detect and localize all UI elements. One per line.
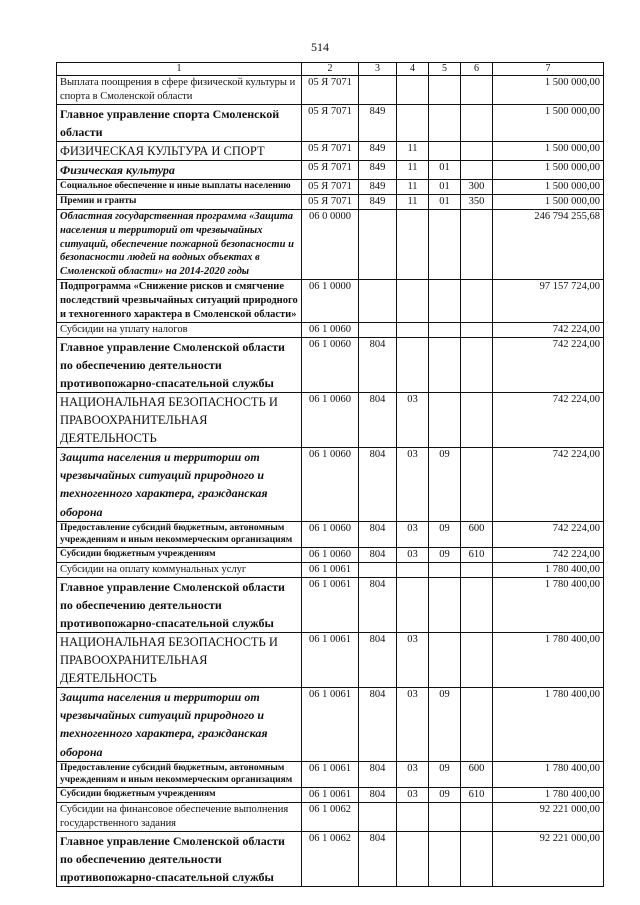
subsection-code-cell: 09	[429, 447, 461, 521]
target-article-cell: 06 1 0061	[302, 788, 359, 803]
target-article-cell: 06 1 0061	[302, 761, 359, 787]
target-article-cell: 06 1 0061	[302, 577, 359, 632]
section-code-cell: 11	[397, 180, 429, 195]
section-code-cell	[397, 280, 429, 323]
department-code-cell: 804	[359, 761, 397, 787]
row-name-cell: Субсидии на уплату налогов	[57, 322, 302, 337]
column-header: 1	[57, 63, 302, 76]
amount-cell: 1 780 400,00	[493, 788, 604, 803]
target-article-cell: 06 1 0060	[302, 447, 359, 521]
department-code-cell: 804	[359, 521, 397, 547]
subsection-code-cell	[429, 104, 461, 141]
subsection-code-cell	[429, 337, 461, 392]
subsection-code-cell: 09	[429, 688, 461, 762]
section-code-cell: 11	[397, 141, 429, 160]
amount-cell: 1 780 400,00	[493, 632, 604, 687]
expense-type-cell: 350	[461, 194, 493, 209]
expense-type-cell	[461, 209, 493, 279]
section-code-cell	[397, 209, 429, 279]
expense-type-cell: 600	[461, 521, 493, 547]
row-name-cell: Предоставление субсидий бюджетным, автономным учреждениям и иным некоммерческим организациям	[57, 521, 302, 547]
subsection-code-cell	[429, 562, 461, 577]
department-code-cell: 804	[359, 788, 397, 803]
subsection-code-cell	[429, 322, 461, 337]
section-code-cell	[397, 802, 429, 831]
subsection-code-cell	[429, 76, 461, 105]
department-code-cell: 804	[359, 547, 397, 562]
table-row	[57, 160, 604, 179]
table-row	[57, 180, 604, 195]
amount-cell: 1 780 400,00	[493, 562, 604, 577]
expense-type-cell	[461, 280, 493, 323]
table-row	[57, 688, 604, 762]
section-code-cell: 03	[397, 447, 429, 521]
row-name-cell: ФИЗИЧЕСКАЯ КУЛЬТУРА И СПОРТ	[57, 141, 302, 160]
table-row	[57, 76, 604, 105]
target-article-cell: 06 1 0060	[302, 322, 359, 337]
department-code-cell	[359, 209, 397, 279]
target-article-cell: 05 Я 7071	[302, 76, 359, 105]
target-article-cell: 06 1 0061	[302, 562, 359, 577]
target-article-cell: 05 Я 7071	[302, 160, 359, 179]
amount-cell: 742 224,00	[493, 547, 604, 562]
section-code-cell	[397, 76, 429, 105]
subsection-code-cell	[429, 141, 461, 160]
section-code-cell	[397, 337, 429, 392]
department-code-cell	[359, 562, 397, 577]
department-code-cell	[359, 802, 397, 831]
row-name-cell: Субсидии бюджетным учреждениям	[57, 547, 302, 562]
target-article-cell: 06 1 0061	[302, 632, 359, 687]
department-code-cell: 849	[359, 180, 397, 195]
amount-cell: 742 224,00	[493, 447, 604, 521]
row-name-cell: Областная государственная программа «Защита населения и территорий от чрезвычайных ситуаций, обеспечение пожарной безопасности и безопасности людей на водных объектах в Смоленской области» на 2014-2020 годы	[57, 209, 302, 279]
table-row	[57, 577, 604, 632]
department-code-cell: 849	[359, 141, 397, 160]
table-row	[57, 802, 604, 831]
column-header: 7	[493, 63, 604, 76]
amount-cell: 246 794 255,68	[493, 209, 604, 279]
expense-type-cell	[461, 577, 493, 632]
department-code-cell	[359, 76, 397, 105]
expense-type-cell	[461, 632, 493, 687]
expense-type-cell	[461, 802, 493, 831]
row-name-cell: Защита населения и территории от чрезвычайных ситуаций природного и техногенного характера, гражданская оборона	[57, 447, 302, 521]
expense-type-cell	[461, 141, 493, 160]
amount-cell: 92 221 000,00	[493, 802, 604, 831]
table-row	[57, 788, 604, 803]
subsection-code-cell: 01	[429, 160, 461, 179]
subsection-code-cell: 09	[429, 788, 461, 803]
row-name-cell: Субсидии на финансовое обеспечение выполнения государственного задания	[57, 802, 302, 831]
page-number: 514	[311, 40, 329, 54]
target-article-cell: 06 1 0062	[302, 802, 359, 831]
row-name-cell: Защита населения и территории от чрезвычайных ситуаций природного и техногенного характера, гражданская оборона	[57, 688, 302, 762]
department-code-cell: 804	[359, 392, 397, 447]
subsection-code-cell	[429, 392, 461, 447]
row-name-cell: Главное управление спорта Смоленской области	[57, 104, 302, 141]
department-code-cell: 804	[359, 337, 397, 392]
section-code-cell	[397, 831, 429, 886]
department-code-cell: 849	[359, 194, 397, 209]
expense-type-cell	[461, 688, 493, 762]
subsection-code-cell: 01	[429, 194, 461, 209]
subsection-code-cell	[429, 280, 461, 323]
subsection-code-cell	[429, 802, 461, 831]
target-article-cell: 05 Я 7071	[302, 194, 359, 209]
target-article-cell: 06 0 0000	[302, 209, 359, 279]
section-code-cell: 03	[397, 688, 429, 762]
table-row	[57, 280, 604, 323]
amount-cell: 742 224,00	[493, 337, 604, 392]
target-article-cell: 06 1 0062	[302, 831, 359, 886]
amount-cell: 742 224,00	[493, 521, 604, 547]
table-body	[57, 76, 604, 887]
amount-cell: 1 500 000,00	[493, 180, 604, 195]
department-code-cell	[359, 322, 397, 337]
column-header: 4	[397, 63, 429, 76]
amount-cell: 1 500 000,00	[493, 194, 604, 209]
amount-cell: 1 500 000,00	[493, 160, 604, 179]
section-code-cell: 11	[397, 160, 429, 179]
table-row	[57, 337, 604, 392]
target-article-cell: 06 1 0060	[302, 521, 359, 547]
subsection-code-cell: 09	[429, 521, 461, 547]
table-row	[57, 194, 604, 209]
target-article-cell: 05 Я 7071	[302, 141, 359, 160]
subsection-code-cell	[429, 209, 461, 279]
department-code-cell: 849	[359, 160, 397, 179]
table-row	[57, 447, 604, 521]
table-row	[57, 761, 604, 787]
target-article-cell: 06 1 0060	[302, 337, 359, 392]
department-code-cell: 804	[359, 577, 397, 632]
department-code-cell: 804	[359, 831, 397, 886]
section-code-cell: 03	[397, 392, 429, 447]
amount-cell: 1 780 400,00	[493, 577, 604, 632]
expense-type-cell	[461, 104, 493, 141]
section-code-cell	[397, 577, 429, 632]
amount-cell: 1 780 400,00	[493, 761, 604, 787]
section-code-cell: 03	[397, 547, 429, 562]
table-row	[57, 831, 604, 886]
amount-cell: 1 780 400,00	[493, 688, 604, 762]
row-name-cell: Социальное обеспечение и иные выплаты населению	[57, 180, 302, 195]
table-row	[57, 209, 604, 279]
subsection-code-cell	[429, 831, 461, 886]
row-name-cell: Подпрограмма «Снижение рисков и смягчение последствий чрезвычайных ситуаций природного и техногенного характера в Смоленской области»	[57, 280, 302, 323]
target-article-cell: 05 Я 7071	[302, 104, 359, 141]
expense-type-cell	[461, 322, 493, 337]
section-code-cell: 11	[397, 194, 429, 209]
department-code-cell: 804	[359, 447, 397, 521]
table-row	[57, 547, 604, 562]
subsection-code-cell	[429, 577, 461, 632]
table-row	[57, 632, 604, 687]
amount-cell: 92 221 000,00	[493, 831, 604, 886]
department-code-cell	[359, 280, 397, 323]
amount-cell: 1 500 000,00	[493, 104, 604, 141]
expense-type-cell	[461, 337, 493, 392]
table-row	[57, 322, 604, 337]
row-name-cell: Субсидии бюджетным учреждениям	[57, 788, 302, 803]
expense-type-cell	[461, 392, 493, 447]
section-code-cell: 03	[397, 521, 429, 547]
row-name-cell: НАЦИОНАЛЬНАЯ БЕЗОПАСНОСТЬ И ПРАВООХРАНИТЕЛЬНАЯ ДЕЯТЕЛЬНОСТЬ	[57, 392, 302, 447]
section-code-cell: 03	[397, 761, 429, 787]
row-name-cell: НАЦИОНАЛЬНАЯ БЕЗОПАСНОСТЬ И ПРАВООХРАНИТЕЛЬНАЯ ДЕЯТЕЛЬНОСТЬ	[57, 632, 302, 687]
expense-type-cell: 600	[461, 761, 493, 787]
expense-type-cell	[461, 562, 493, 577]
row-name-cell: Главное управление Смоленской области по обеспечению деятельности противопожарно-спасательной службы	[57, 577, 302, 632]
row-name-cell: Физическая культура	[57, 160, 302, 179]
column-header: 3	[359, 63, 397, 76]
section-code-cell	[397, 562, 429, 577]
expense-type-cell: 300	[461, 180, 493, 195]
expense-type-cell	[461, 447, 493, 521]
row-name-cell: Главное управление Смоленской области по обеспечению деятельности противопожарно-спасательной службы	[57, 831, 302, 886]
budget-table	[56, 62, 604, 887]
target-article-cell: 06 1 0060	[302, 392, 359, 447]
row-name-cell: Главное управление Смоленской области по обеспечению деятельности противопожарно-спасательной службы	[57, 337, 302, 392]
column-header: 6	[461, 63, 493, 76]
column-header: 5	[429, 63, 461, 76]
table-row	[57, 392, 604, 447]
row-name-cell: Выплата поощрения в сфере физической культуры и спорта в Смоленской области	[57, 76, 302, 105]
column-header: 2	[302, 63, 359, 76]
target-article-cell: 06 1 0061	[302, 688, 359, 762]
row-name-cell: Субсидии на оплату коммунальных услуг	[57, 562, 302, 577]
table-row	[57, 562, 604, 577]
table-row	[57, 521, 604, 547]
subsection-code-cell	[429, 632, 461, 687]
section-code-cell: 03	[397, 788, 429, 803]
subsection-code-cell: 01	[429, 180, 461, 195]
table-row	[57, 141, 604, 160]
amount-cell: 742 224,00	[493, 322, 604, 337]
department-code-cell: 804	[359, 688, 397, 762]
amount-cell: 1 500 000,00	[493, 76, 604, 105]
amount-cell: 1 500 000,00	[493, 141, 604, 160]
expense-type-cell: 610	[461, 788, 493, 803]
amount-cell: 742 224,00	[493, 392, 604, 447]
amount-cell: 97 157 724,00	[493, 280, 604, 323]
expense-type-cell	[461, 831, 493, 886]
row-name-cell: Предоставление субсидий бюджетным, автономным учреждениям и иным некоммерческим организациям	[57, 761, 302, 787]
target-article-cell: 06 1 0000	[302, 280, 359, 323]
row-name-cell: Премии и гранты	[57, 194, 302, 209]
expense-type-cell: 610	[461, 547, 493, 562]
section-code-cell: 03	[397, 632, 429, 687]
subsection-code-cell: 09	[429, 547, 461, 562]
column-number-row	[57, 63, 604, 76]
expense-type-cell	[461, 76, 493, 105]
section-code-cell	[397, 104, 429, 141]
expense-type-cell	[461, 160, 493, 179]
subsection-code-cell: 09	[429, 761, 461, 787]
section-code-cell	[397, 322, 429, 337]
department-code-cell: 849	[359, 104, 397, 141]
target-article-cell: 05 Я 7071	[302, 180, 359, 195]
table-row	[57, 104, 604, 141]
target-article-cell: 06 1 0060	[302, 547, 359, 562]
department-code-cell: 804	[359, 632, 397, 687]
